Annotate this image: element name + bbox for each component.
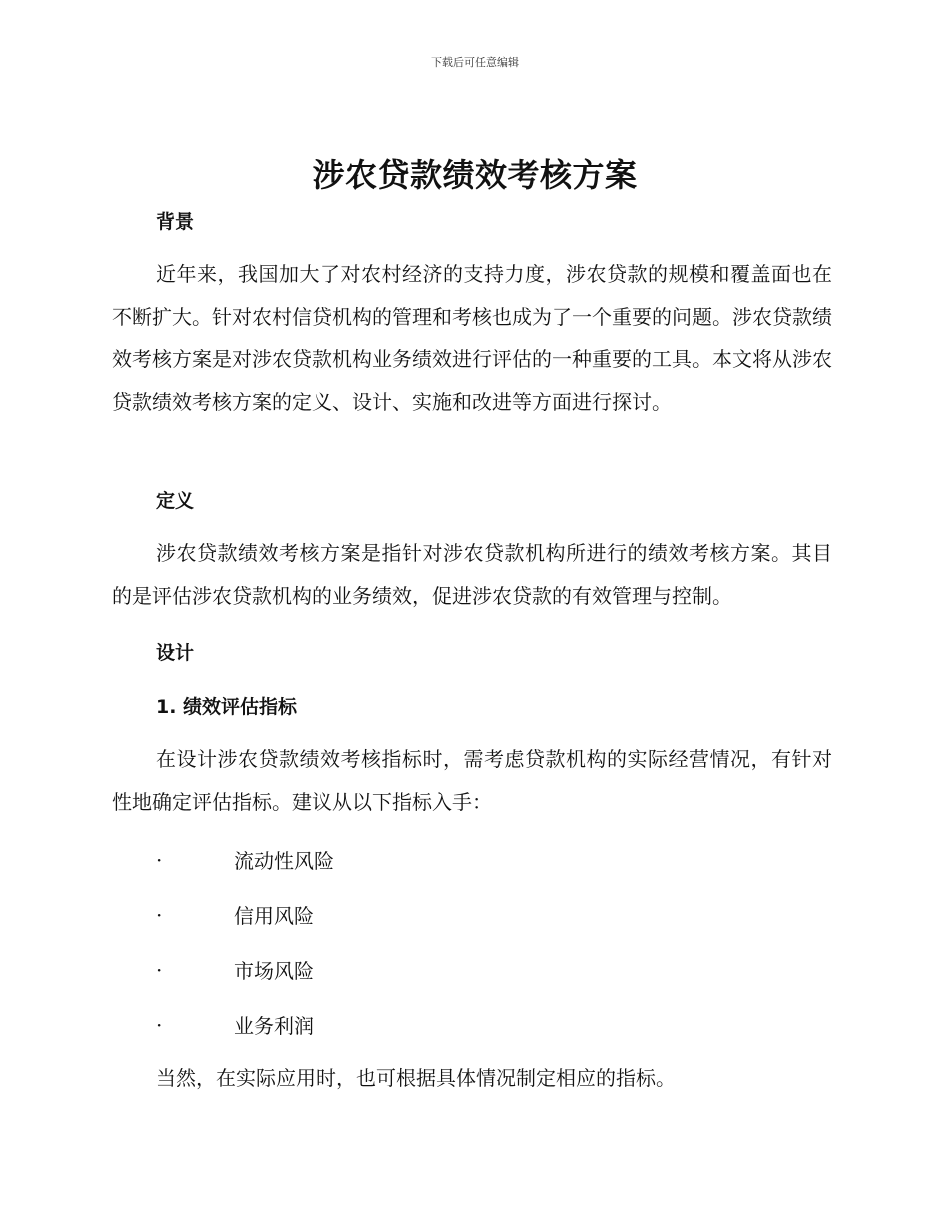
document-title: 涉农贷款绩效考核方案	[312, 156, 638, 194]
bullet-text: 业务利润	[234, 1014, 314, 1038]
bullet-text: 市场风险	[234, 959, 314, 983]
section-heading-background: 背景	[156, 211, 195, 233]
section-heading-design: 设计	[156, 642, 195, 664]
definition-paragraph: 涉农贷款绩效考核方案是指针对涉农贷款机构所进行的绩效考核方案。其目的是评估涉农贷款机构的业务绩效，促进涉农贷款的有效管理与控制。	[112, 541, 832, 608]
bullet-item	[156, 845, 334, 874]
subheading-performance-indicators: 1. 绩效评估指标	[156, 696, 298, 718]
bullet-dot-icon: ·	[156, 1012, 163, 1037]
section-heading-definition: 定义	[156, 490, 195, 512]
page-header-note: 下载后可任意编辑	[431, 56, 519, 69]
bullet-text: 流动性风险	[234, 849, 334, 873]
bullet-dot-icon: ·	[156, 902, 163, 927]
bullet-text: 信用风险	[234, 904, 314, 928]
bullet-item	[156, 1010, 314, 1039]
design-intro-paragraph: 在设计涉农贷款绩效考核指标时，需考虑贷款机构的实际经营情况，有针对性地确定评估指标。建议从以下指标入手：	[112, 747, 832, 814]
bullet-item	[156, 900, 314, 929]
bullet-item	[156, 955, 314, 984]
bullet-dot-icon: ·	[156, 847, 163, 872]
bullet-dot-icon: ·	[156, 957, 163, 982]
design-closing-paragraph: 当然，在实际应用时，也可根据具体情况制定相应的指标。	[156, 1066, 676, 1090]
background-paragraph: 近年来，我国加大了对农村经济的支持力度，涉农贷款的规模和覆盖面也在不断扩大。针对农村信贷机构的管理和考核也成为了一个重要的问题。涉农贷款绩效考核方案是对涉农贷款机构业务绩效进行评估的一种重要的工具。本文将从涉农贷款绩效考核方案的定义、设计、实施和改进等方面进行探讨。	[112, 262, 832, 414]
